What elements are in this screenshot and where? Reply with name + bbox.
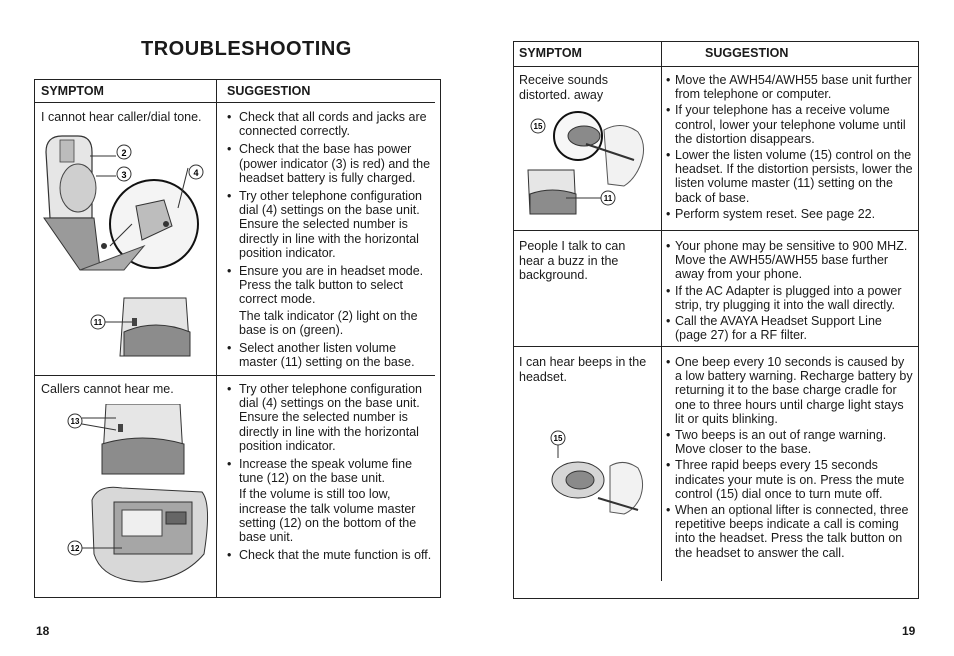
right-row-divider <box>513 346 919 347</box>
right-symptom-header: SYMPTOM <box>519 46 582 60</box>
callout-label: 11 <box>603 194 613 203</box>
suggestion-item: • Lower the listen volume (15) control on the headset. If the distortion persists, lower the listen volume master (11) setting on the back of base. <box>666 148 914 205</box>
callout-label: 13 <box>70 417 80 426</box>
callout-label: 15 <box>533 122 543 131</box>
suggestion-list <box>225 110 437 373</box>
page-number-left: 18 <box>36 624 50 638</box>
suggestion-note: The talk indicator (2) light on the base is on (green). <box>239 308 418 337</box>
headset-beep-illustration <box>538 428 656 528</box>
suggestion-item: • Try other telephone configuration dial (4) settings on the base unit. Ensure the selected number is directly in line with the horizontal position indicator. <box>225 382 437 453</box>
left-column-divider <box>216 79 217 598</box>
suggestion-item: • Call the AVAYA Headset Support Line (page 27) for a RF filter. <box>666 314 914 342</box>
suggestion-list <box>666 355 914 562</box>
symptom-text: Callers cannot hear me. <box>41 382 174 396</box>
suggestion-item: • Your phone may be sensitive to 900 MHZ. Move the AWH55/AWH55 base further away from your phone. <box>666 239 914 282</box>
left-suggestion-header: SUGGESTION <box>227 84 311 98</box>
suggestion-note: If the volume is still too low, increase the talk volume master setting (12) on the bottom of the base unit. <box>239 487 417 545</box>
callout-label: 2 <box>121 148 127 158</box>
callout-label: 3 <box>121 170 127 180</box>
symptom-text: Receive sounds distorted. away <box>519 73 608 102</box>
callout-label: 12 <box>70 544 80 553</box>
callout-label: 15 <box>553 434 563 443</box>
right-suggestion-header: SUGGESTION <box>705 46 789 60</box>
right-header-divider <box>513 66 919 67</box>
symptom-text: People I talk to can hear a buzz in the background. <box>519 239 626 282</box>
page-title: TROUBLESHOOTING <box>141 38 352 60</box>
suggestion-item: • Try other telephone configuration dial (4) settings on the base unit. Ensure the selected number is directly in line with the horizontal position indicator. <box>225 189 437 260</box>
suggestion-item: • Select another listen volume master (11) setting on the base. <box>225 341 437 369</box>
suggestion-item: • Two beeps is an out of range warning. Move closer to the base. <box>666 428 914 456</box>
suggestion-item: • When an optional lifter is connected, three repetitive beeps indicate a call is coming into the headset. Press the talk button on the headset to answer the call. <box>666 503 914 560</box>
left-symptom-header: SYMPTOM <box>41 84 104 98</box>
suggestion-list <box>666 73 914 223</box>
base-and-bottom-illustration <box>62 404 212 590</box>
suggestion-item: • Perform system reset. See page 22. <box>666 207 914 221</box>
suggestion-list <box>225 382 437 566</box>
suggestion-item: • Check that the mute function is off. <box>225 548 437 562</box>
right-column-divider <box>661 41 662 581</box>
suggestion-list <box>666 239 914 344</box>
suggestion-item: • Check that the base has power (power indicator (3) is red) and the headset battery is fully charged. <box>225 142 437 185</box>
suggestion-item: • Ensure you are in headset mode. Press the talk button to select correct mode. <box>225 264 437 307</box>
suggestion-item: • Increase the speak volume fine tune (12) on the base unit. <box>225 457 437 485</box>
callout-label: 4 <box>193 168 199 178</box>
base-unit-illustration <box>40 128 212 368</box>
symptom-text: I can hear beeps in the headset. <box>519 355 647 384</box>
suggestion-item: • Move the AWH54/AWH55 base unit further from telephone or computer. <box>666 73 914 101</box>
left-header-divider <box>34 102 435 103</box>
suggestion-item: • Three rapid beeps every 15 seconds indicates your mute is on. Press the mute control (15) dial once to turn mute off. <box>666 458 914 501</box>
suggestion-item: • If the AC Adapter is plugged into a power strip, try plugging it into the wall directly. <box>666 284 914 312</box>
suggestion-item: • One beep every 10 seconds is caused by a low battery warning. Recharge battery by returning it to the base charge cradle for one to three hours until charge light stays lit or quits blinking. <box>666 355 914 426</box>
symptom-text: I cannot hear caller/dial tone. <box>41 110 202 124</box>
page-number-right: 19 <box>902 624 916 638</box>
callout-label: 11 <box>93 318 103 327</box>
suggestion-item: • If your telephone has a receive volume control, lower your telephone volume until the distortion disappears. <box>666 103 914 146</box>
right-row-divider <box>513 230 919 231</box>
headset-distortion-illustration <box>526 110 656 224</box>
suggestion-item: • Check that all cords and jacks are connected correctly. <box>225 110 437 138</box>
left-row-divider <box>34 375 435 376</box>
